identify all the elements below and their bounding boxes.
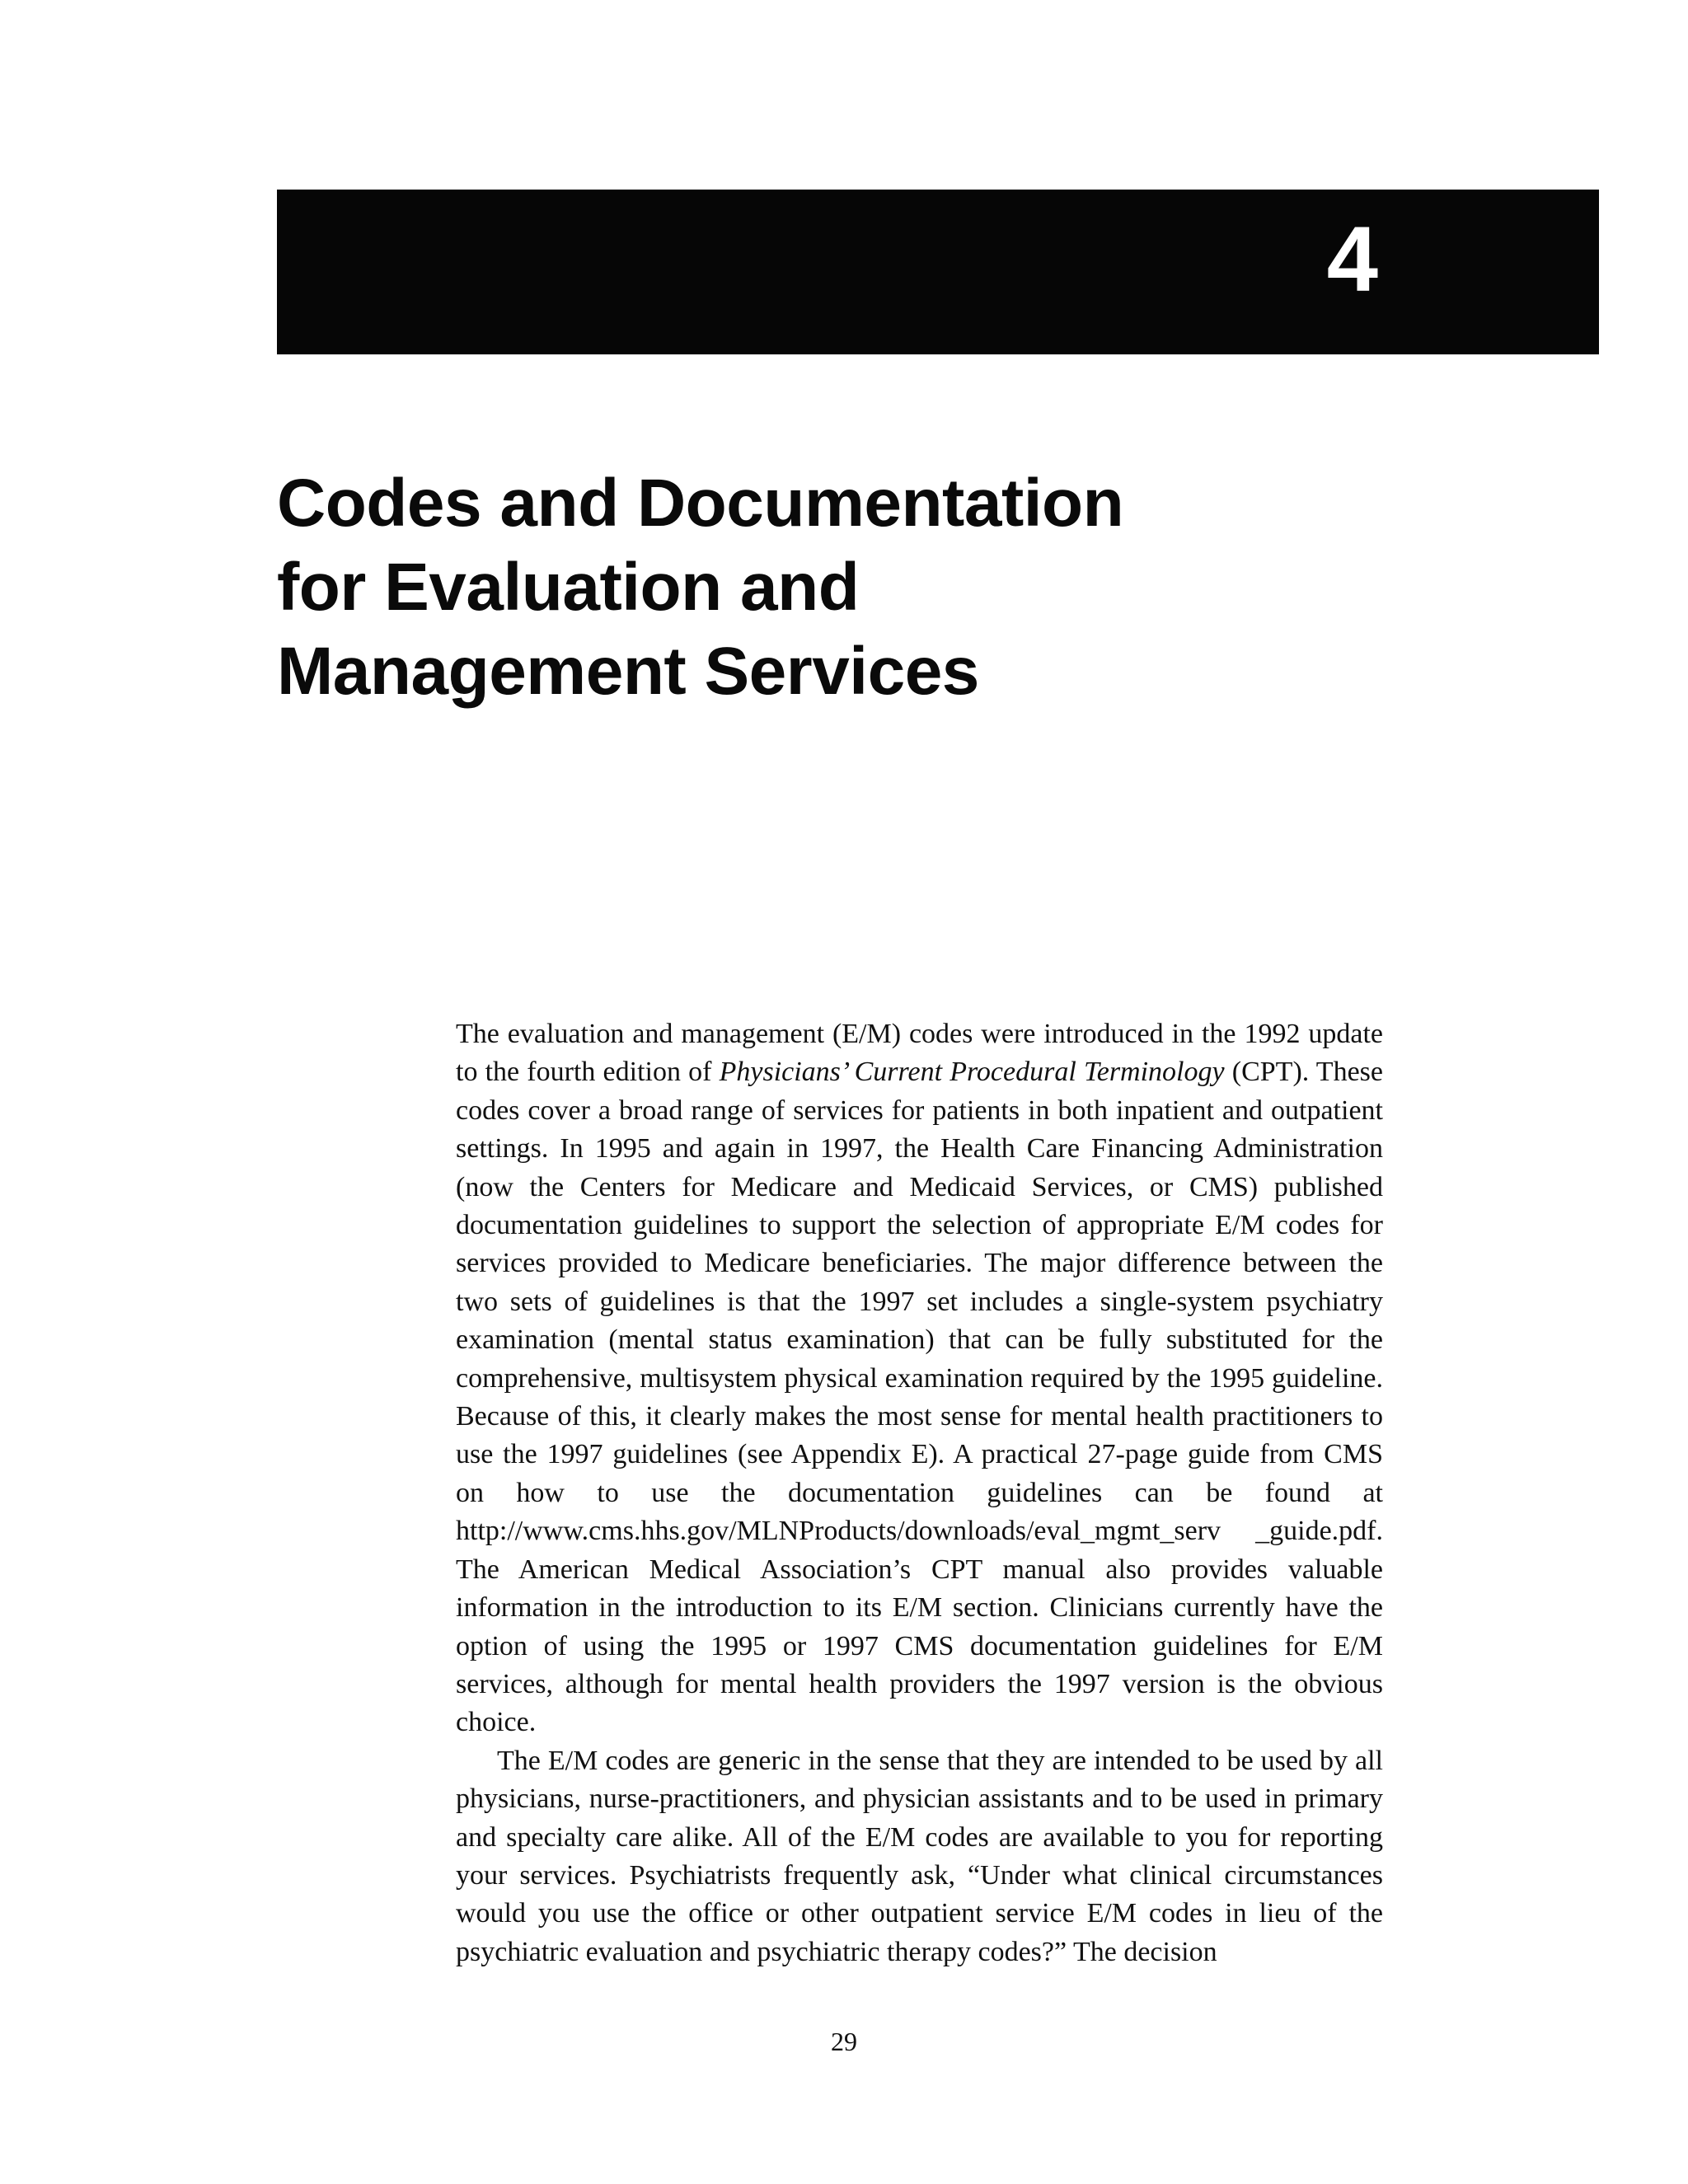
paragraph-text: The evaluation and management (E/M) codes were introduced in the 1992 update to the fourth edition of: [456, 1019, 1383, 1088]
chapter-title-line: Codes and Documentation: [277, 466, 1124, 541]
body-paragraph: The E/M codes are generic in the sense that they are intended to be used by all physicians, nurse-practitioners, and physician assistants and to be used in primary and specialty care alike. All of the E/M codes are available to you for reporting your services. Psychiatrists frequently ask, “Under what clinical circumstances would you use the office or other outpatient service E/M codes in lieu of the psychiatric evaluation and psychiatric therapy codes?” The decision: [456, 1745, 1383, 1967]
page-number: 29: [831, 2027, 857, 2056]
paragraph-text: (CPT). These codes cover a broad range of services for patients in both inpatient and outpatient settings. In 1995 and again in 1997, the Health Care Financing Administration (now the Centers for Medicare and Medicaid Services, or CMS) published documentation guidelines to support the selection of appropriate E/M codes for services provided to Medicare beneficiaries. The major difference between the two sets of guidelines is that the 1997 set includes a single-system psychiatry examination (mental status examination) that can be fully substituted for the comprehensive, multisystem physical examination required by the 1995 guideline. Because of this, it clearly makes the most sense for mental health practitioners to use the 1997 guidelines (see Appendix E). A practical 27-page guide from CMS on how to use the documentation guidelines can be found at http://www.cms.hhs.gov/MLNProducts/downloads/eval_mgmt_serv _guide.pdf. The American Medical Association’s CPT manual also provides valuable information in the introduction to its E/M section. Clinicians currently have the option of using the 1995 or 1997 CMS documentation guidelines for E/M services, although for mental health providers the 1997 version is the obvious choice.: [456, 1057, 1383, 1738]
chapter-banner: [277, 190, 1599, 354]
chapter-title-line: Management Services: [277, 634, 979, 709]
body-paragraph: [456, 1015, 1383, 1742]
book-title-italic: Physicians’ Current Procedural Terminology: [719, 1057, 1225, 1088]
chapter-title-line: for Evaluation and: [277, 550, 860, 625]
body-text: [456, 1015, 1383, 1971]
chapter-number: 4: [1326, 208, 1378, 311]
chapter-title: [277, 462, 1266, 714]
